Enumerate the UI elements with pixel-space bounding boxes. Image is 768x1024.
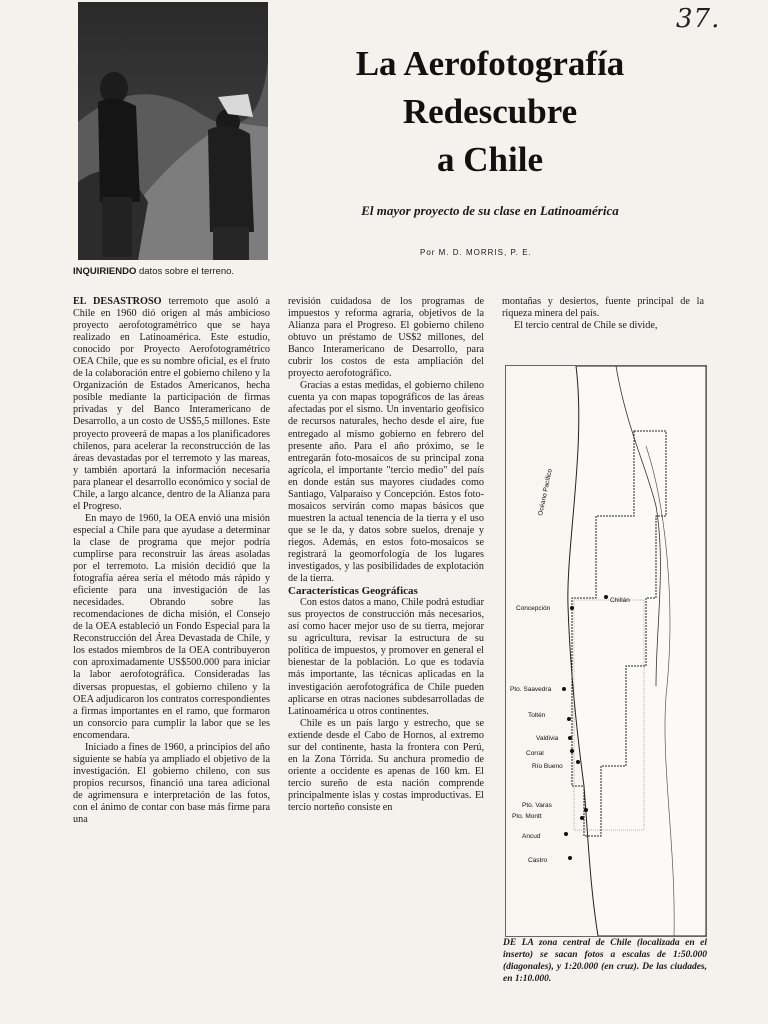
photo-caption-text: datos sobre el terreno. — [136, 266, 235, 277]
map-label: Valdivia — [536, 735, 559, 742]
map-label: Toltén — [528, 712, 546, 719]
paragraph: Gracias a estas medidas, el gobierno chileno cuenta ya con mapas topográficos de las áreas afectadas por el sismo. Un inventario geofísico de recursos naturales, hecho desde el aire, fue entregado al mismo gobierno en febrero del presente año. Para el año próximo, se le entregarán foto-mosaicos de su principal zona agrícola, el importante "tercio medio" del país en donde están sus mayores ciudades como Santiago, Valparaíso y Concepción. Estos foto-mosaicos servirán como mapas básicos que muestren la actual tenencia de la tierra y el uso que se le da, y datos sobre suelos, drenaje y riegos. Además, en estos foto-mosaicos se registrará la geomorfología de los lugares investigados, y las posibilidades de explotación de la tierra. — [288, 380, 484, 585]
section-heading: Características Geográficas — [288, 585, 418, 598]
map-label: Chillán — [610, 597, 630, 604]
photo-caption — [73, 266, 273, 277]
map-label: Pto. Montt — [512, 813, 542, 820]
text-column-1 — [73, 296, 270, 826]
paragraph: montañas y desiertos, fuente principal de la riqueza minera del país. — [502, 296, 704, 320]
paragraph: Iniciado a fines de 1960, a principios del año siguiente se había ya ampliado el objetivo de la investigación. El gobierno chileno, con sus propios recursos, financió una tarea adicional de agrimensura e interpretación de las fotos, con el ánimo de contar con base más firme para una — [73, 741, 270, 826]
title-line-1: La Aerofotografía — [355, 44, 625, 83]
title-line-2: Redescubre — [402, 92, 578, 131]
article-subtitle: El mayor proyecto de su clase en Latinoamérica — [361, 203, 619, 218]
chile-map — [505, 365, 707, 937]
map-label: Río Bueno — [532, 763, 563, 770]
map-label: Corral — [526, 750, 544, 757]
page-number: 37. — [676, 4, 721, 34]
ocean-label: Océano Pacífico — [537, 468, 554, 517]
paragraph-text: terremoto que asoló a Chile en 1960 dió origen al más ambicioso proyecto aerofotogramétrico que se haya realizado en Latinoamérica. Este estudio, conocido por Proyecto Aerofotogramétrico OEA Chile, que es su nombre oficial, es el fruto de la colaboración entre el gobierno chileno y la Organización de Estados Americanos, hecha posible mediante la participación de firmas privadas y del Banco Interamericano de Desarrollo, a un costo de US$5,5 millones. Este proyecto proveerá de mapas a los planificadores chilenos, para acelerar la reconstrucción de las áreas devastadas por el terremoto y las mareas, y también aportará la información necesaria para planear el desarrollo económico y social de Chile, a largo alcance, dentro de la Alianza para el Progreso. — [73, 296, 270, 512]
paragraph: Con estos datos a mano, Chile podrá estudiar sus proyectos de construcción más necesarios, así como hacer mejor uso de su tierra, mejorar su agricultura, revisar la estructura de su política de impuestos, y promover en general el bienestar de la población. Lo que es todavía más importante, las técnicas aplicadas en la investigación aerofotográfica de Chile pueden aplicarse en otras naciones subdesarrolladas de Latinoamérica u otros continentes. — [288, 597, 484, 717]
title-line-3: a Chile — [437, 140, 543, 179]
text-column-2 — [288, 296, 484, 814]
map-caption: DE LA zona central de Chile (localizada en el inserto) se sacan fotos a escalas de 1:50.000 (diagonales), y 1:20.000 (en cruz). De las ciudades, en 1:10.000. — [503, 938, 707, 984]
text-column-3 — [502, 296, 704, 332]
map-label: Castro — [528, 857, 548, 864]
paragraph — [73, 296, 270, 513]
byline: Por M. D. MORRIS, P. E. — [420, 248, 532, 257]
article-title — [330, 40, 650, 184]
paragraph: Chile es un país largo y estrecho, que se extiende desde el Cabo de Hornos, al extremo sur del continente, hasta la frontera con Perú, en la Zona Tórrida. Su anchura promedio de oriente a occidente es apenas de 160 km. El tercio sureño de esta nación comprende principalmente islas y costas improductivas. El tercio norteño consiste en — [288, 717, 484, 813]
paragraph: En mayo de 1960, la OEA envió una misión especial a Chile para que ayudase a determinar la clase de programa que mejor podría cumplirse para reconstruir las áreas asoladas por el terremoto. La misión decidió que la fotografía aérea sería el método más rápido y eficiente para una investigación de las necesidades. Obrando sobre las recomendaciones de dicha misión, el Consejo de la OEA estableció un Fondo Especial para la Reconstrucción del Área Devastada de Chile, y los estados miembros de la OEA contribuyeron con aproximadamente US$500.000 para iniciar la labor aerofotográfica. Consideradas las diversas propuestas, el gobierno chileno y la OEA adjudicaron los contratos correspondientes a firmas importantes en el ramo, que formaron un consorcio para cumplir la labor que se les encomendara. — [73, 512, 270, 741]
lead-in: EL DESASTROSO — [73, 296, 162, 307]
map-label: Pto. Saavedra — [510, 686, 552, 693]
photo-caption-lead: INQUIRIENDO — [73, 266, 137, 277]
map-label: Pto. Varas — [522, 802, 552, 809]
map-label: Concepción — [516, 605, 551, 612]
paragraph: El tercio central de Chile se divide, — [514, 320, 658, 332]
paragraph: revisión cuidadosa de los programas de impuestos y reforma agraria, objetivos de la Alianza para el Progreso. El gobierno chileno obtuvo un préstamo de US$2 millones, del Banco Interamericano de Desarrollo, para cubrir los costos de esta ampliación del proyecto aerofotográfico. — [288, 296, 484, 380]
field-photo — [78, 2, 268, 260]
map-label: Ancud — [522, 833, 541, 840]
